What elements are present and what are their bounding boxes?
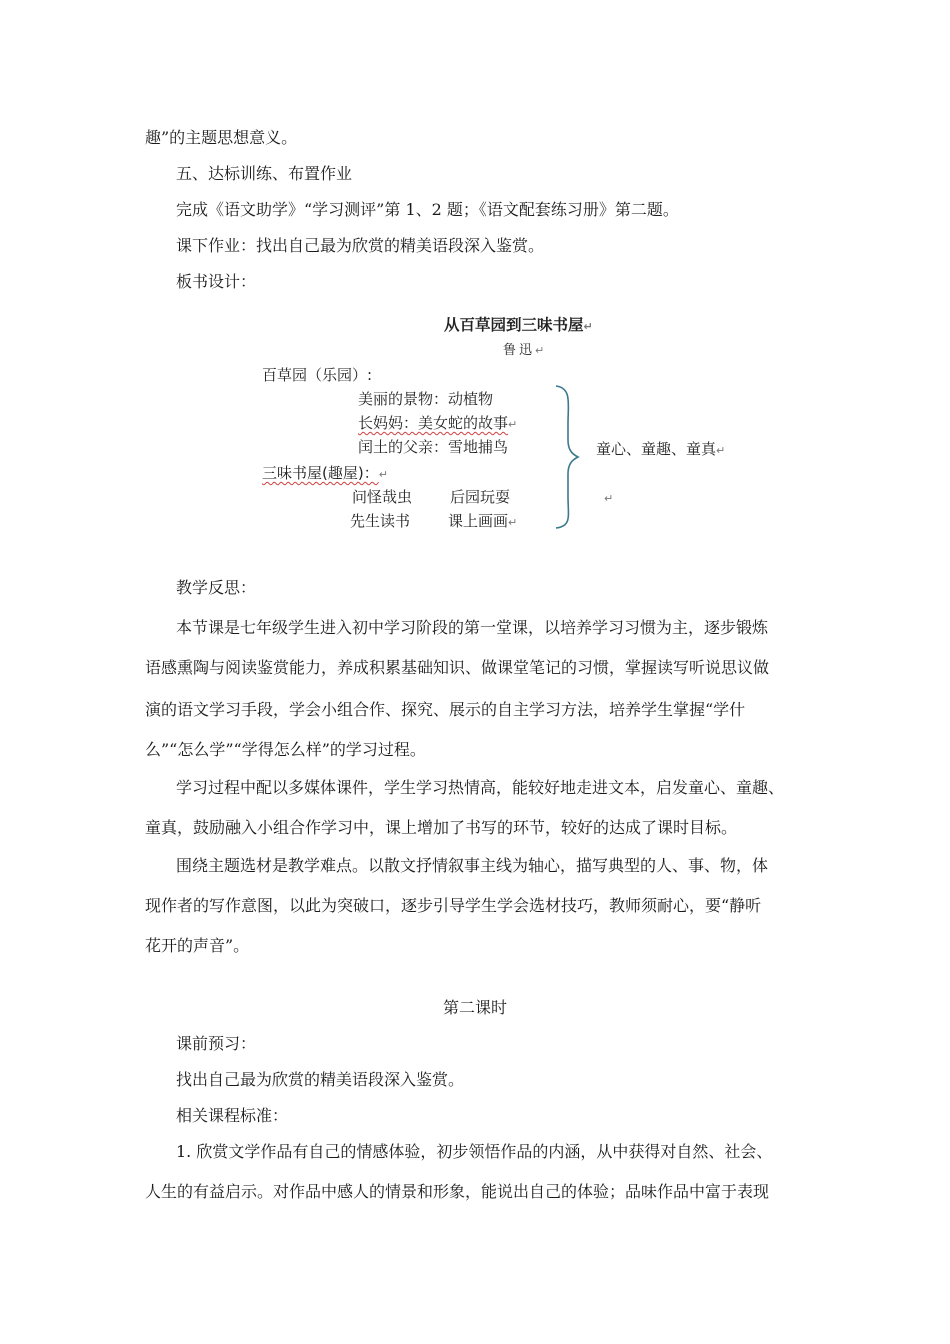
text-line: 趣”的主题思想意义。	[145, 128, 298, 147]
board-design	[0, 0, 950, 560]
paragraph-line: 学习过程中配以多媒体课件，学生学习热情高，能较好地走进文本，启发童心、童趣、	[176, 778, 785, 797]
standard-heading: 相关课程标准：	[176, 1106, 289, 1125]
paragraph-line: 本节课是七年级学生进入初中学习阶段的第一堂课，以培养学习习惯为主，逐步锻炼	[176, 618, 769, 637]
paragraph-line: 围绕主题选材是教学难点。以散文抒情叙事主线为轴心，描写典型的人、事、物，体	[176, 856, 769, 875]
board-item: 美丽的景物：动植物	[358, 390, 494, 408]
text-line: 完成《语文助学》“学习测评”第 1、2 题；《语文配套练习册》第二题。	[176, 200, 679, 219]
paragraph-line: 1. 欣赏文学作品有自己的情感体验，初步领悟作品的内涵，从中获得对自然、社会、	[176, 1142, 773, 1161]
board-item: 课上画画↵	[448, 512, 518, 530]
lesson-title: 第二课时	[442, 998, 507, 1017]
curly-brace-icon	[548, 384, 588, 530]
paragraph-line: 么”“怎么学”“学得怎么样”的学习过程。	[145, 740, 426, 759]
paragraph-line: 童真，鼓励融入小组合作学习中，课上增加了书写的环节，较好的达成了课时目标。	[145, 818, 738, 837]
board-title: 从百草园到三味书屋↵	[444, 316, 593, 334]
board-item: 先生读书	[350, 512, 411, 530]
text-line: 板书设计：	[176, 272, 257, 291]
text-line: 课下作业：找出自己最为欣赏的精美语段深入鉴赏。	[176, 236, 545, 255]
preview-text: 找出自己最为欣赏的精美语段深入鉴赏。	[176, 1070, 465, 1089]
board-item: 后园玩耍	[450, 488, 511, 506]
section-heading: 五、达标训练、布置作业	[176, 164, 353, 183]
board-item: 问怪哉虫	[352, 488, 413, 506]
paragraph-line: 人生的有益启示。对作品中感人的情景和形象，能说出自己的体验；品味作品中富于表现	[145, 1182, 770, 1201]
preview-heading: 课前预习：	[176, 1034, 257, 1053]
board-item: 长妈妈：美女蛇的故事↵	[358, 414, 518, 432]
paragraph-line: 语感熏陶与阅读鉴赏能力，养成积累基础知识、做课堂笔记的习惯，掌握读写听说思议做	[145, 658, 770, 677]
board-section-sanweishuwu: 三味书屋(趣屋)：↵	[262, 464, 388, 482]
paragraph-line: 演的语文学习手段，学会小组合作、探究、展示的自主学习方法，培养学生掌握“学什	[145, 700, 746, 719]
board-summary: 童心、童趣、童真↵	[596, 440, 726, 458]
board-section-baicaoyuan: 百草园（乐园）:	[262, 366, 373, 384]
reflection-heading: 教学反思：	[176, 578, 257, 597]
board-author: 鲁迅↵	[503, 343, 548, 358]
return-mark: ↵	[604, 492, 614, 505]
board-item: 闰土的父亲：雪地捕鸟	[358, 438, 509, 456]
paragraph-line: 现作者的写作意图，以此为突破口，逐步引导学生学会选材技巧，教师须耐心，要“静听	[145, 896, 762, 915]
paragraph-line: 花开的声音”。	[145, 936, 250, 955]
